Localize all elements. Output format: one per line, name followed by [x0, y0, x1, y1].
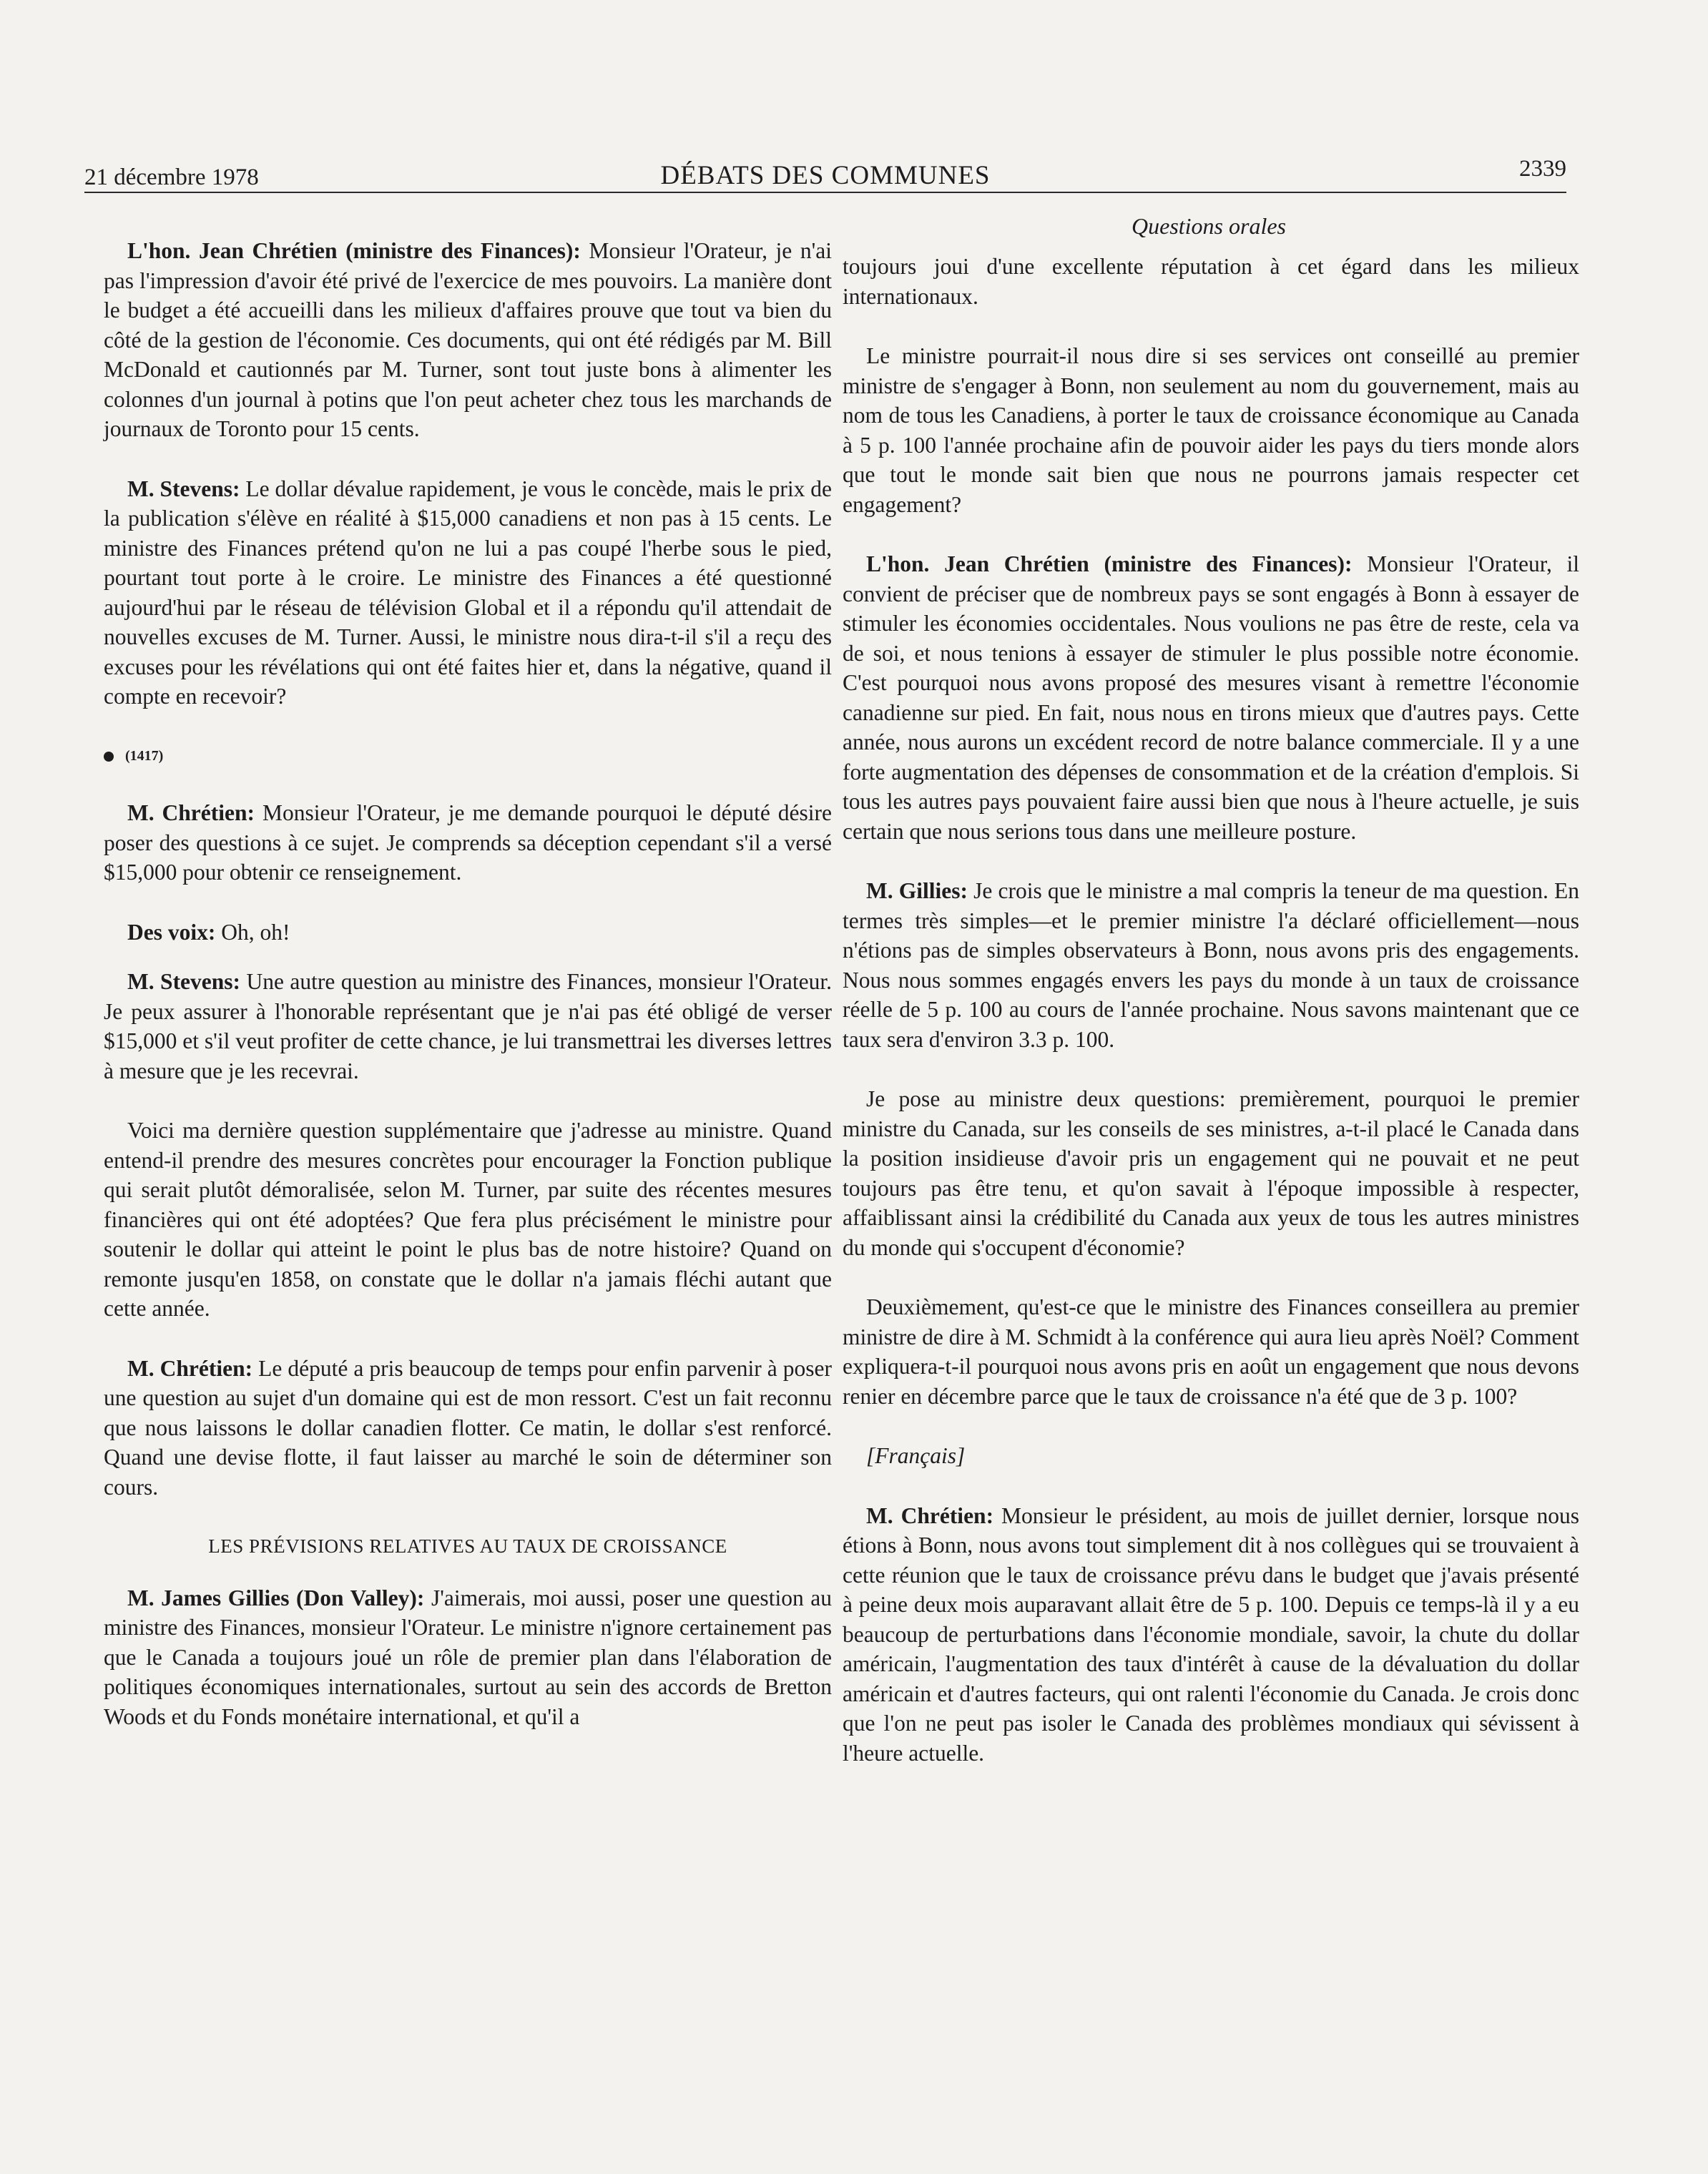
paragraph: [104, 967, 832, 1086]
speech-text: J'aimerais, moi aussi, poser une question au ministre des Finances, monsieur l'Orateur. Le ministre n'ignore certainement pas que le Canada a toujours joué un rôle de premier plan dans l'élaboration de politiques économiques internationales, surtout au sein des accords de Bretton Woods et du Fonds monétaire international, et qu'il a: [104, 1585, 833, 1729]
speaker-name: L'hon. Jean Chrétien (ministre des Finances):: [127, 238, 581, 263]
speaker-name: L'hon. Jean Chrétien (ministre des Finances):: [866, 551, 1353, 576]
paragraph: [104, 474, 832, 712]
speaker-name: M. Chrétien:: [866, 1502, 994, 1528]
time-marker: [104, 742, 832, 772]
speaker-name: M. Stevens:: [127, 969, 241, 994]
speech-text: Je crois que le ministre a mal compris la teneur de ma question. En termes très simples—et le premier ministre l'a déclaré officiellement—nous n'étions pas de simples observateurs à Bonn, nous avons pris des engagements. Nous nous sommes engagés envers les pays du monde à un taux de croissance réelle de 5 p. 100 au cours de l'année prochaine. Nous savons maintenant que ce taux sera d'environ 3.3 p. 100.: [843, 878, 1579, 1052]
paragraph: [104, 236, 832, 444]
paragraph: [843, 876, 1579, 1054]
language-marker: [Français]: [866, 1443, 966, 1468]
speech-text: Le dollar dévalue rapidement, je vous le concède, mais le prix de la publication s'élève en réalité à $15,000 canadiens et non pas à 15 cents. Le ministre des Finances prétend qu'on ne lui a pas coupé l'herbe sous le pied, pourtant tout porte à le croire. Le ministre des Finances a été questionné aujourd'hui par le réseau de télévision Global et il a répondu qu'il attendait de nouvelles excuses de M. Turner. Aussi, le ministre nous dira-t-il s'il a reçu des excuses pour les révélations qui ont été faites hier et, dans la négative, quand il compte en recevoir?: [104, 476, 832, 709]
speaker-name: M. Stevens:: [127, 476, 240, 501]
page-header: [84, 156, 1566, 193]
page-number: 2339: [1519, 156, 1566, 182]
speech-text: Monsieur le président, au mois de juillet dernier, lorsque nous étions à Bonn, nous avons tout simplement dit à nos collègues qui se trouvaient à cette réunion que le taux de croissance prévu dans le budget que j'avais présenté à peine deux mois auparavant allait être de 5 p. 100. Depuis ce temps-là il y a eu beaucoup de perturbations dans l'économie mondiale, savoir, la chute du dollar américain, l'augmentation des taux d'intérêt à cause de la dévaluation du dollar américain et d'autres facteurs, qui ont ralenti l'économie du Canada. Je crois donc que l'on ne peut pas isoler le Canada des problèmes mondiaux qui sévissent à l'heure actuelle.: [843, 1502, 1579, 1766]
speech-text: Monsieur l'Orateur, je n'ai pas l'impression d'avoir été privé de l'exercice de mes pouvoirs. La manière dont le budget a été accueilli dans les milieux d'affaires prouve que tout va bien du côté de la gestion de l'économie. Ces documents, qui ont été rédigés par M. Bill McDonald et cautionnés par M. Turner, sont tout juste bons à alimenter les colonnes d'un journal à potins que l'on peut acheter chez tous les marchands de journaux de Toronto pour 15 cents.: [104, 238, 832, 441]
paragraph: Deuxièmement, qu'est-ce que le ministre des Finances conseillera au premier ministre de dire à M. Schmidt à la conférence qui aura lieu après Noël? Comment expliquera-t-il pourquoi nous avons pris en août un engagement que nous devons renier en décembre parce que le taux de croissance n'a été que de 3 p. 100?: [843, 1294, 1579, 1409]
speech-text: Monsieur l'Orateur, je me demande pourquoi le député désire poser des questions à ce sujet. Je comprends sa déception cependant s'il a versé $15,000 pour obtenir ce renseignement.: [104, 800, 832, 885]
header-date: 21 décembre 1978: [84, 164, 259, 190]
paragraph: Je pose au ministre deux questions: premièrement, pourquoi le premier ministre du Canada, sur les conseils de ses ministres, a-t-il placé le Canada dans la position insidieuse d'avoir pris un engagement qui ne pouvait et ne peut toujours pas être tenu, et qu'on savait à l'époque impossible à respecter, affaiblissant ainsi la crédibilité du Canada aux yeux de tous les autres ministres du monde qui s'occupent d'économie?: [843, 1086, 1579, 1260]
paragraph: [104, 918, 832, 948]
speaker-name: M. Chrétien:: [127, 1355, 253, 1381]
speaker-name: M. James Gillies (Don Valley):: [127, 1585, 425, 1610]
speech-text: Le député a pris beaucoup de temps pour enfin parvenir à poser une question au sujet d'un domaine qui est de mon ressort. C'est un fait reconnu que nous laissons le dollar canadien flotter. Ce matin, le dollar s'est renforcé. Quand une devise flotte, il faut laisser au marché le soin de déterminer son cours.: [104, 1355, 832, 1500]
speech-text: Oh, oh!: [215, 919, 290, 945]
header-title: DÉBATS DES COMMUNES: [660, 161, 991, 190]
paragraph: [104, 1354, 832, 1502]
paragraph: toujours joui d'une excellente réputation à cet égard dans les milieux internationaux.: [843, 254, 1579, 309]
paragraph: Le ministre pourrait-il nous dire si ses services ont conseillé au premier ministre de s'engager à Bonn, non seulement au nom du gouvernement, mais au nom de tous les Canadiens, à porter le taux de croissance économique au Canada à 5 p. 100 l'année prochaine afin de pouvoir aider les pays du tiers monde alors que tout le monde sait bien que nous ne pourrons jamais respecter cet engagement?: [843, 343, 1579, 517]
left-column: [104, 236, 832, 1761]
speech-text: Monsieur l'Orateur, il convient de préciser que de nombreux pays se sont engagés à Bonn à essayer de stimuler les économies occidentales. Nous voulions ne pas être de reste, cela va de soi, et nous tenions à essayer de stimuler le plus possible notre économie. C'est pourquoi nous avons proposé des mesures visant à remettre l'économie canadienne sur pied. En fait, nous nous en tirons mieux que d'autres pays. Cette année, nous aurons un excédent record de notre balance commerciale. Il y a une forte augmentation des dépenses de consommation et de la création d'emplois. Si tous les autres pays pouvaient faire aussi bien que nous à l'heure actuelle, je suis certain que nous serions tous dans une meilleure posture.: [843, 551, 1580, 844]
paragraph: [843, 1501, 1579, 1769]
speaker-name: Des voix:: [127, 919, 216, 945]
speaker-name: M. Chrétien:: [127, 800, 255, 825]
bullet-icon: [104, 752, 114, 762]
subheading: LES PRÉVISIONS RELATIVES AU TAUX DE CROISSANCE: [208, 1535, 727, 1557]
paragraph: Voici ma dernière question supplémentaire que j'adresse au ministre. Quand entend-il prendre des mesures concrètes pour encourager la Fonction publique qui serait plutôt démoralisée, selon M. Turner, par suite des récentes mesures financières qui ont été adoptées? Que fera plus précisément le ministre pour soutenir le dollar qui atteint le point le plus bas de notre histoire? Quand on remonte jusqu'en 1858, on constate que le dollar n'a jamais fléchi autant que cette année.: [104, 1118, 832, 1321]
speech-text: Une autre question au ministre des Finances, monsieur l'Orateur. Je peux assurer à l'honorable représentant que je n'ai pas été obligé de verser $15,000 et s'il veut profiter de cette chance, je lui transmettrai les diverses lettres à mesure que je les recevrai.: [104, 969, 832, 1083]
paragraph: [104, 798, 832, 887]
right-column: [843, 252, 1579, 1798]
speaker-name: M. Gillies:: [866, 878, 968, 903]
time-marker-label: (1417): [125, 747, 164, 764]
paragraph: [843, 549, 1579, 846]
section-title: Questions orales: [1132, 213, 1286, 239]
paragraph: [104, 1583, 832, 1732]
